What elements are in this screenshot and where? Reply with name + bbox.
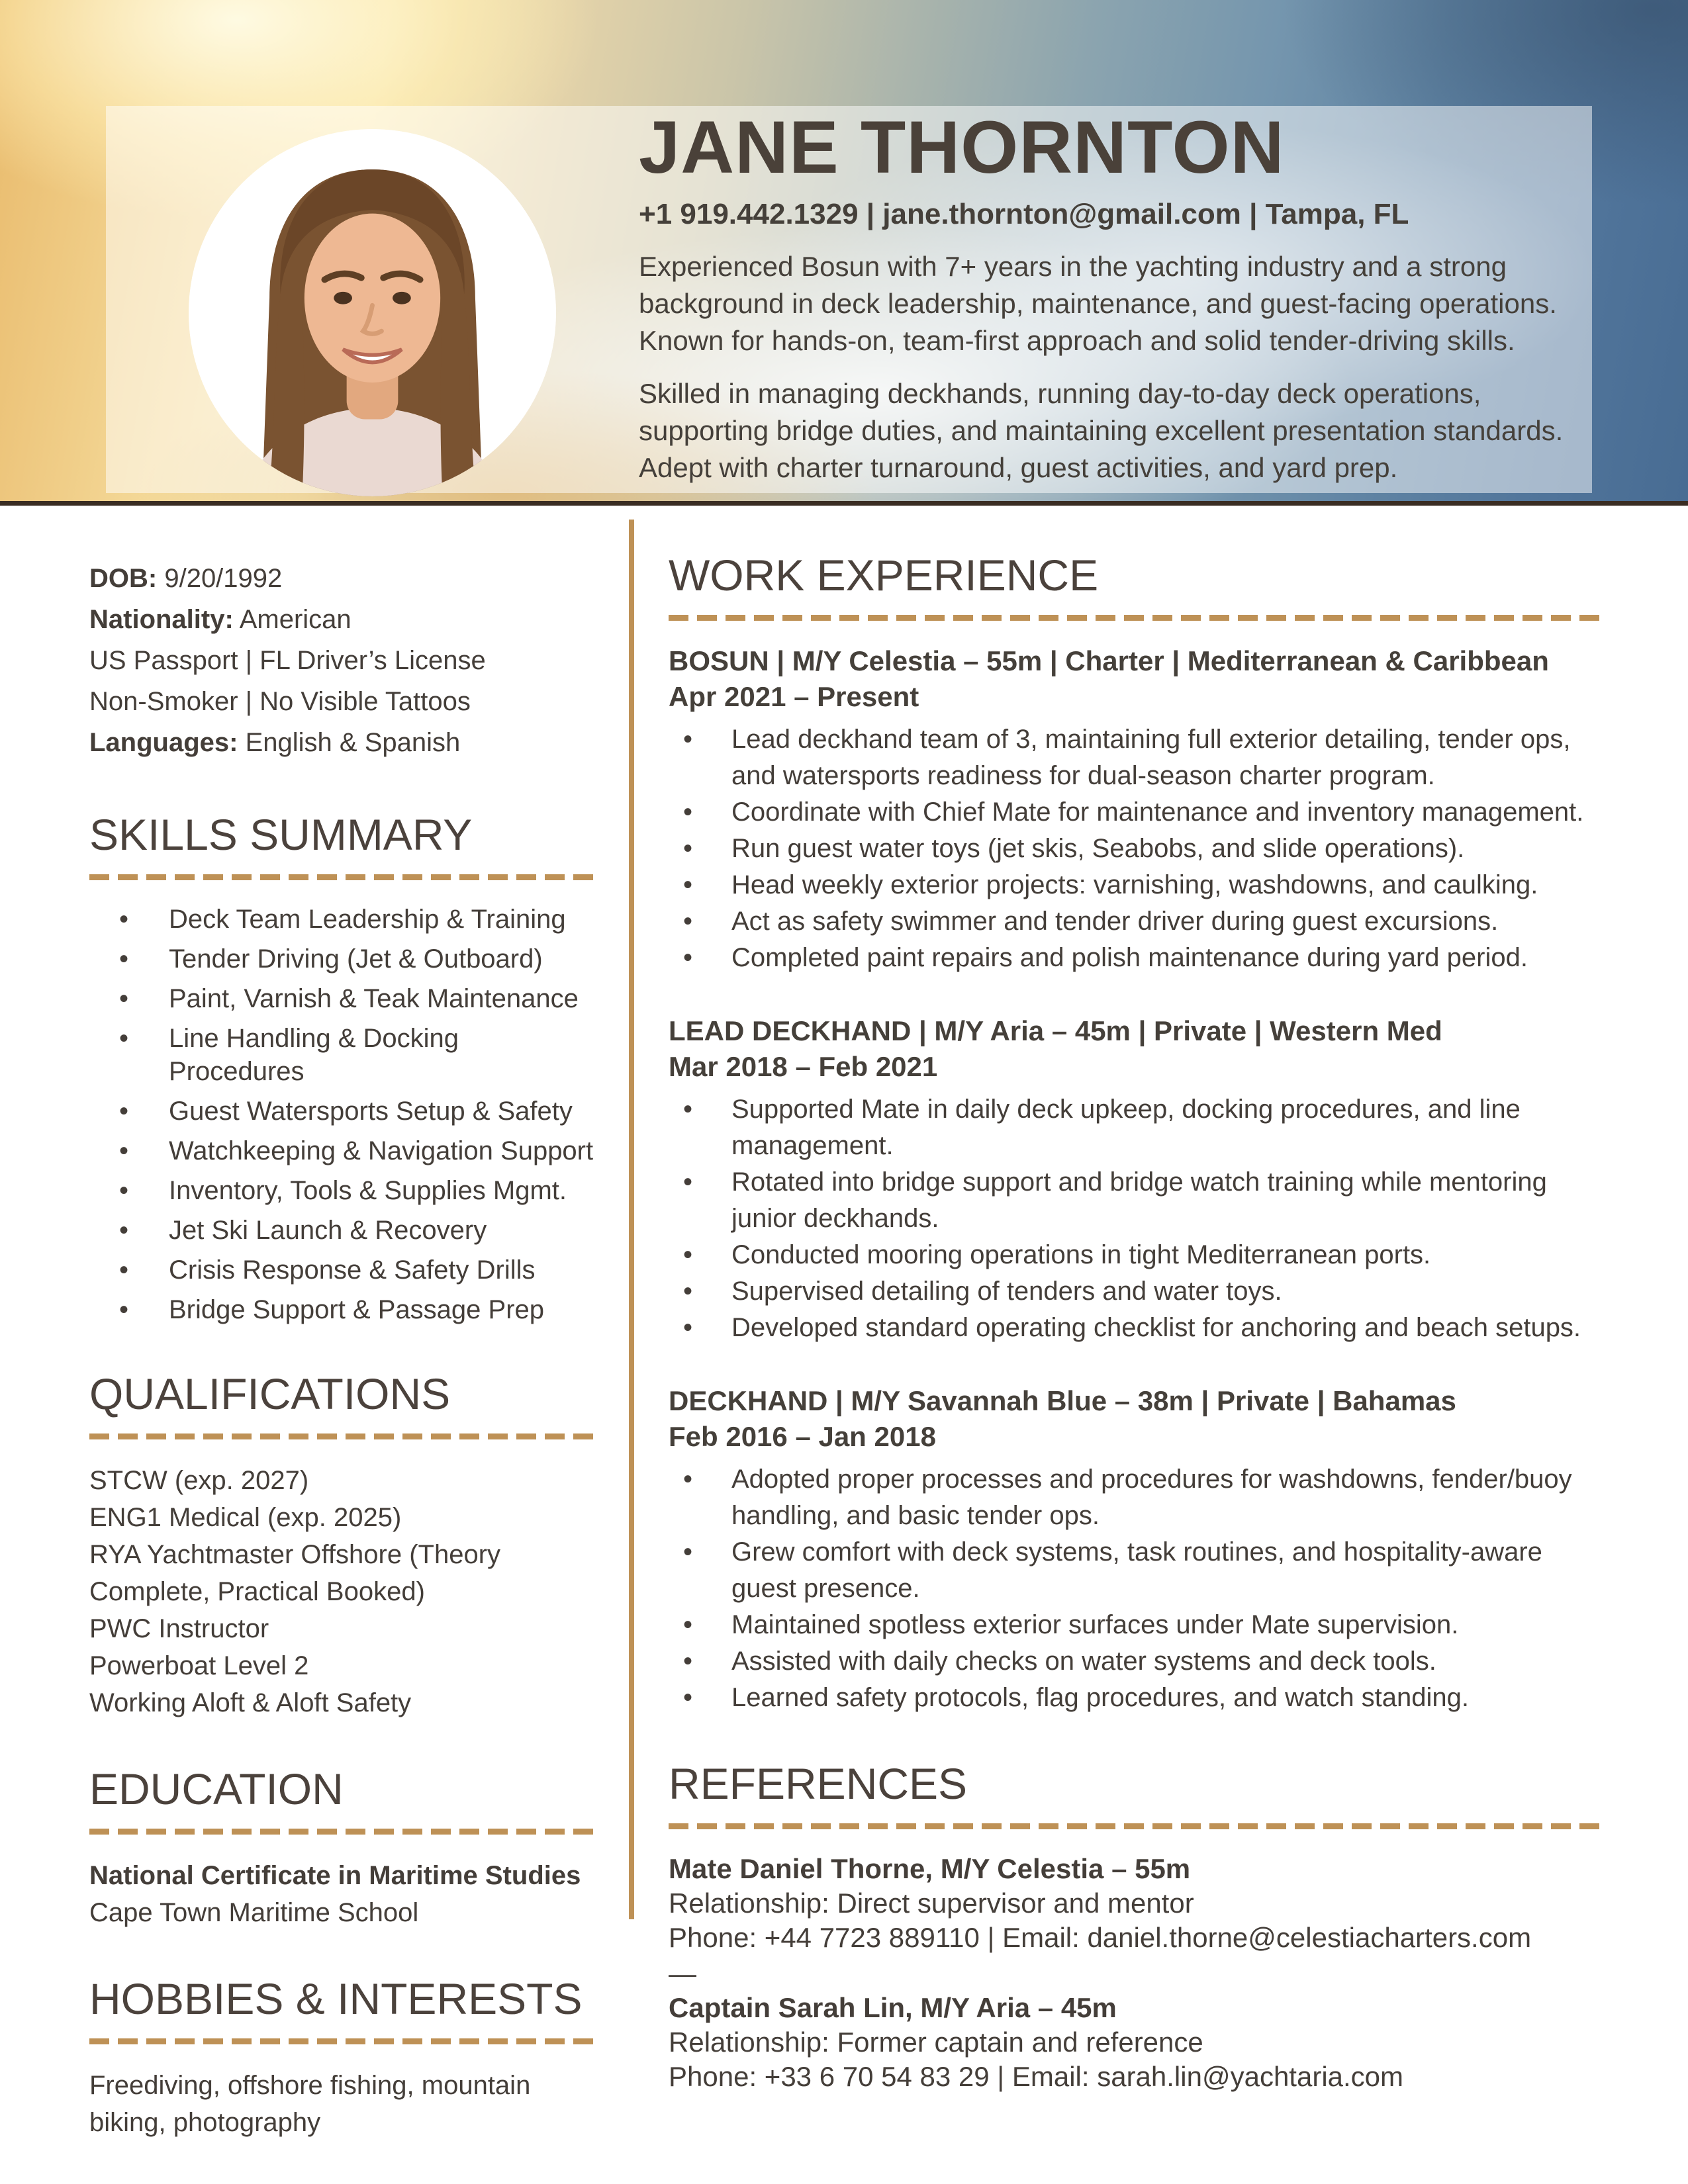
education-section bbox=[89, 1764, 600, 1931]
bullet-icon: • bbox=[119, 905, 129, 934]
skill-item: • Inventory, Tools & Supplies Mgmt. bbox=[89, 1174, 600, 1207]
job-bullet: • Head weekly exterior projects: varnishing, washdowns, and caulking. bbox=[669, 867, 1603, 903]
reference-separator: — bbox=[669, 1958, 696, 1989]
job-title: LEAD DECKHAND | M/Y Aria – 45m | Private | Western Med bbox=[669, 1015, 1442, 1046]
hobbies-text: Freediving, offshore fishing, mountain biking, photography bbox=[89, 2071, 531, 2137]
contact-line: +1 919.442.1329 | jane.thornton@gmail.com | Tampa, FL bbox=[639, 198, 1409, 231]
profile-photo bbox=[189, 129, 556, 496]
bullet-icon: • bbox=[119, 1295, 129, 1324]
bullet-icon: • bbox=[119, 1216, 129, 1245]
job-bullet: • Learned safety protocols, flag procedures, and watch standing. bbox=[669, 1680, 1603, 1716]
qualification-item: ENG1 Medical (exp. 2025) bbox=[89, 1503, 402, 1532]
work-experience-heading: WORK EXPERIENCE bbox=[669, 551, 1099, 600]
skill-item: • Watchkeeping & Navigation Support bbox=[89, 1134, 600, 1167]
skill-item: • Crisis Response & Safety Drills bbox=[89, 1253, 600, 1287]
bullet-icon: • bbox=[683, 1240, 693, 1269]
bullet-icon: • bbox=[119, 984, 129, 1013]
reference-contact: Phone: +44 7723 889110 | Email: daniel.thorne@celestiacharters.com bbox=[669, 1922, 1532, 1953]
dashed-divider bbox=[89, 874, 600, 880]
qualification-item: Powerboat Level 2 bbox=[89, 1651, 309, 1680]
bullet-icon: • bbox=[683, 834, 693, 863]
job-entry bbox=[669, 1013, 1603, 1346]
job-title: BOSUN | M/Y Celestia – 55m | Charter | Mediterranean & Caribbean bbox=[669, 645, 1549, 676]
summary-paragraph-2: Skilled in managing deckhands, running day-to-day deck operations, supporting bridge duties, and maintaining excellent presentation standards. Adept with charter turnaround, guest activities, and yard prep. bbox=[639, 378, 1564, 484]
job-bullet: • Completed paint repairs and polish maintenance during yard period. bbox=[669, 940, 1603, 976]
bullet-icon: • bbox=[683, 1465, 693, 1494]
skill-item: • Deck Team Leadership & Training bbox=[89, 903, 600, 936]
left-column bbox=[89, 520, 600, 2141]
bullet-icon: • bbox=[683, 1683, 693, 1712]
qualifications-list bbox=[89, 1462, 600, 1721]
bullet-icon: • bbox=[683, 1537, 693, 1567]
skill-item: • Jet Ski Launch & Recovery bbox=[89, 1214, 600, 1247]
candidate-name: JANE THORNTON bbox=[639, 106, 1285, 189]
job-bullet: • Rotated into bridge support and bridge watch training while mentoring junior deckhands. bbox=[669, 1164, 1603, 1237]
bullet-icon: • bbox=[119, 1024, 129, 1053]
job-dates: Feb 2016 – Jan 2018 bbox=[669, 1421, 936, 1452]
qualification-item: RYA Yachtmaster Offshore (Theory Complete, Practical Booked) bbox=[89, 1540, 501, 1606]
job-bullet-list bbox=[669, 721, 1603, 976]
references-section bbox=[669, 1758, 1603, 2094]
qualifications-heading: QUALIFICATIONS bbox=[89, 1369, 451, 1418]
job-dates: Apr 2021 – Present bbox=[669, 681, 919, 712]
education-heading: EDUCATION bbox=[89, 1764, 344, 1813]
job-bullet: • Assisted with daily checks on water systems and deck tools. bbox=[669, 1643, 1603, 1680]
column-divider bbox=[629, 520, 634, 1919]
personal-detail-line: Languages: English & Spanish bbox=[89, 728, 461, 757]
reference-entry bbox=[669, 1852, 1603, 1955]
dashed-divider bbox=[669, 615, 1603, 621]
header-banner bbox=[0, 0, 1688, 506]
bullet-icon: • bbox=[119, 1136, 129, 1165]
bullet-icon: • bbox=[683, 1647, 693, 1676]
job-bullet: • Grew comfort with deck systems, task routines, and hospitality-aware guest presence. bbox=[669, 1534, 1603, 1607]
job-bullet: • Developed standard operating checklist for anchoring and beach setups. bbox=[669, 1310, 1603, 1346]
bullet-icon: • bbox=[119, 1176, 129, 1205]
skill-item: • Bridge Support & Passage Prep bbox=[89, 1293, 600, 1326]
skills-section bbox=[89, 809, 600, 1326]
skill-item: • Tender Driving (Jet & Outboard) bbox=[89, 942, 600, 976]
reference-entry bbox=[669, 1991, 1603, 2094]
dashed-divider bbox=[89, 1829, 600, 1835]
reference-relationship: Relationship: Former captain and reference bbox=[669, 2026, 1203, 2058]
bullet-icon: • bbox=[683, 1095, 693, 1124]
job-bullet: • Supervised detailing of tenders and water toys. bbox=[669, 1273, 1603, 1310]
job-bullet: • Lead deckhand team of 3, maintaining full exterior detailing, tender ops, and watersports readiness for dual-season charter program. bbox=[669, 721, 1603, 794]
job-bullet: • Adopted proper processes and procedures for washdowns, fender/buoy handling, and basic tender ops. bbox=[669, 1461, 1603, 1534]
personal-detail-line: US Passport | FL Driver’s License bbox=[89, 646, 486, 675]
bullet-icon: • bbox=[119, 1255, 129, 1285]
skills-heading: SKILLS SUMMARY bbox=[89, 810, 473, 859]
job-entry bbox=[669, 1383, 1603, 1716]
references-list bbox=[669, 1852, 1603, 2094]
hobbies-section bbox=[89, 1974, 600, 2141]
bullet-icon: • bbox=[683, 1610, 693, 1639]
reference-name: Captain Sarah Lin, M/Y Aria – 45m bbox=[669, 1992, 1117, 2023]
qualification-item: STCW (exp. 2027) bbox=[89, 1466, 309, 1495]
bullet-icon: • bbox=[683, 1313, 693, 1342]
dashed-divider bbox=[89, 1433, 600, 1439]
job-bullet: • Supported Mate in daily deck upkeep, docking procedures, and line management. bbox=[669, 1091, 1603, 1164]
bullet-icon: • bbox=[683, 797, 693, 827]
summary-paragraph-1: Experienced Bosun with 7+ years in the yachting industry and a strong background in deck leadership, maintenance, and guest-facing operations. Known for hands-on, team-first approach and solid tender-driving skills. bbox=[639, 251, 1557, 357]
job-bullet: • Conducted mooring operations in tight Mediterranean ports. bbox=[669, 1237, 1603, 1273]
job-bullet-list bbox=[669, 1461, 1603, 1716]
job-bullet: • Coordinate with Chief Mate for maintenance and inventory management. bbox=[669, 794, 1603, 831]
education-school: Cape Town Maritime School bbox=[89, 1898, 419, 1927]
qualification-item: PWC Instructor bbox=[89, 1614, 269, 1643]
job-entry bbox=[669, 643, 1603, 976]
bullet-icon: • bbox=[683, 943, 693, 972]
job-title: DECKHAND | M/Y Savannah Blue – 38m | Private | Bahamas bbox=[669, 1385, 1456, 1416]
dashed-divider bbox=[89, 2038, 600, 2044]
bullet-icon: • bbox=[683, 725, 693, 754]
qualifications-section bbox=[89, 1369, 600, 1721]
job-bullet-list bbox=[669, 1091, 1603, 1346]
personal-detail-line: Non-Smoker | No Visible Tattoos bbox=[89, 687, 471, 716]
personal-details bbox=[89, 558, 600, 763]
job-bullet: • Act as safety swimmer and tender driver during guest excursions. bbox=[669, 903, 1603, 940]
bullet-icon: • bbox=[683, 1277, 693, 1306]
reference-name: Mate Daniel Thorne, M/Y Celestia – 55m bbox=[669, 1853, 1191, 1884]
reference-contact: Phone: +33 6 70 54 83 29 | Email: sarah.lin@yachtaria.com bbox=[669, 2061, 1404, 2092]
right-column bbox=[669, 520, 1603, 2095]
qualification-item: Working Aloft & Aloft Safety bbox=[89, 1688, 412, 1717]
bullet-icon: • bbox=[683, 870, 693, 899]
dashed-divider bbox=[669, 1823, 1603, 1829]
job-bullet: • Run guest water toys (jet skis, Seabobs, and slide operations). bbox=[669, 831, 1603, 867]
skill-item: • Line Handling & Docking Procedures bbox=[89, 1022, 600, 1088]
skill-item: • Guest Watersports Setup & Safety bbox=[89, 1095, 600, 1128]
bullet-icon: • bbox=[683, 907, 693, 936]
personal-detail-line: DOB: 9/20/1992 bbox=[89, 564, 283, 593]
bullet-icon: • bbox=[683, 1167, 693, 1197]
reference-relationship: Relationship: Direct supervisor and mentor bbox=[669, 1888, 1194, 1919]
bullet-icon: • bbox=[119, 1097, 129, 1126]
references-heading: REFERENCES bbox=[669, 1759, 968, 1808]
hobbies-heading: HOBBIES & INTERESTS bbox=[89, 1974, 583, 2023]
job-dates: Mar 2018 – Feb 2021 bbox=[669, 1051, 938, 1082]
header-text-block bbox=[639, 103, 1585, 486]
job-bullet: • Maintained spotless exterior surfaces under Mate supervision. bbox=[669, 1607, 1603, 1643]
bullet-icon: • bbox=[119, 944, 129, 974]
profile-photo-illustration bbox=[189, 129, 556, 496]
skill-item: • Paint, Varnish & Teak Maintenance bbox=[89, 982, 600, 1015]
education-degree: National Certificate in Maritime Studies bbox=[89, 1861, 581, 1890]
personal-detail-line: Nationality: American bbox=[89, 605, 352, 634]
skills-list bbox=[89, 903, 600, 1326]
